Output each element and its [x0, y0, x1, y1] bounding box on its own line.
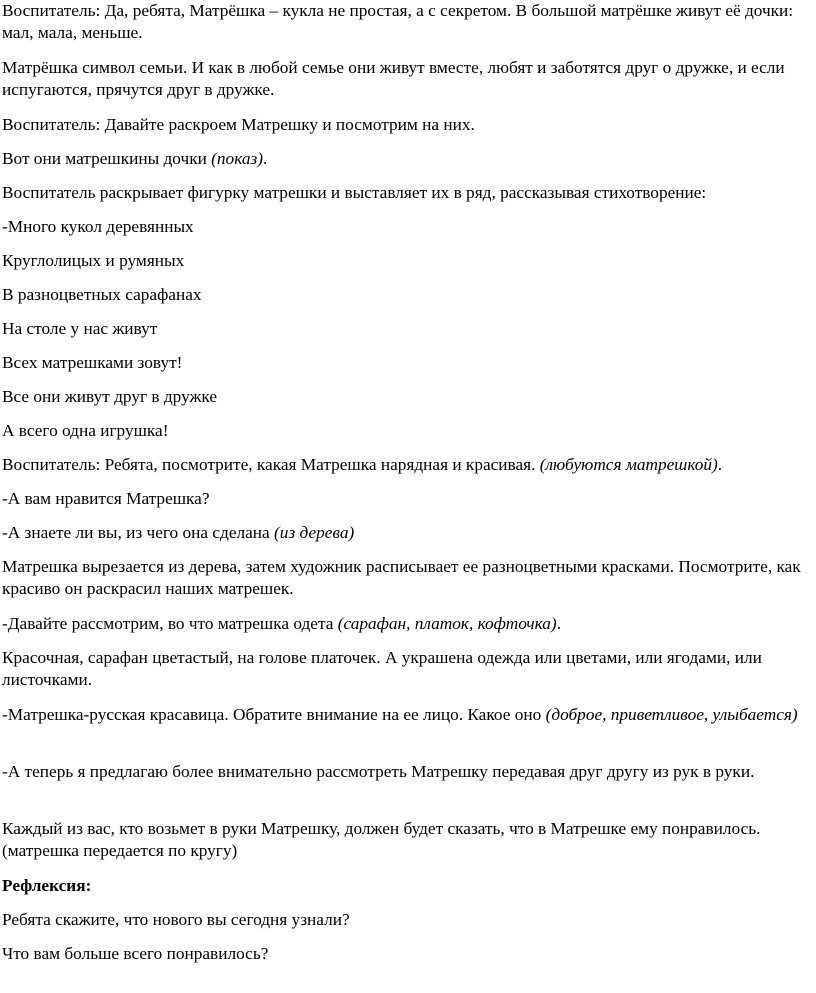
- paragraph-4-text: Вот они матрешкины дочки: [2, 149, 212, 168]
- poem-line-7-text: А всего одна игрушка!: [2, 421, 169, 440]
- paragraph-3-text: Воспитатель: Давайте раскроем Матрешку и посмотрим на них.: [2, 115, 475, 134]
- paragraph-5-text: Воспитатель раскрывает фигурку матрешки и выставляет их в ряд, рассказывая стихотворение:: [2, 183, 707, 202]
- paragraph-20-text: -А теперь я предлагаю более внимательно рассмотреть Матрешку передавая друг другу из рук в руки.: [2, 762, 755, 781]
- paragraph-4-italic: (показ): [211, 149, 263, 168]
- paragraph-18: [2, 647, 814, 691]
- reflection-heading-text: Рефлексия:: [2, 876, 92, 895]
- poem-line-3-text: В разноцветных сарафанах: [2, 285, 202, 304]
- poem-line-1-text: -Много кукол деревянных: [2, 217, 194, 236]
- poem-line-5: [2, 352, 814, 374]
- paragraph-2: [2, 57, 814, 101]
- paragraph-13: [2, 454, 814, 476]
- paragraph-19: [2, 704, 814, 726]
- paragraph-21: [2, 818, 814, 862]
- paragraph-23: [2, 909, 814, 931]
- poem-line-5-text: Всех матрешками зовут!: [2, 353, 183, 372]
- paragraph-24: [2, 943, 814, 965]
- paragraph-17-after: .: [556, 614, 562, 633]
- paragraph-20: [2, 761, 814, 783]
- paragraph-23-text: Ребята скажите, что нового вы сегодня узнали?: [2, 910, 350, 929]
- poem-line-7: [2, 420, 814, 442]
- paragraph-19-italic: (доброе, приветливое, улыбается): [545, 705, 798, 724]
- paragraph-17: [2, 613, 814, 635]
- poem-line-3: [2, 284, 814, 306]
- paragraph-17-italic: (сарафан, платок, кофточка): [337, 614, 557, 633]
- poem-line-4: [2, 318, 814, 340]
- paragraph-17-text: -Давайте рассмотрим, во что матрешка одета: [2, 614, 338, 633]
- paragraph-15: [2, 522, 814, 544]
- paragraph-18-text: Красочная, сарафан цветастый, на голове платочек. А украшена одежда или цветами, или ягодами, или листочками.: [2, 648, 762, 689]
- paragraph-14: [2, 488, 814, 510]
- paragraph-16-text: Матрешка вырезается из дерева, затем художник расписывает ее разноцветными красками. Посмотрите, как красиво он раскрасил наших матрешек.: [2, 557, 801, 598]
- reflection-heading: [2, 875, 814, 897]
- poem-line-2: [2, 250, 814, 272]
- paragraph-15-italic: (из дерева): [274, 523, 355, 542]
- paragraph-2-text: Матрёшка символ семьи. И как в любой семье они живут вместе, любят и заботятся друг о дружке, и если испугаются, прячутся друг в дружке.: [2, 58, 785, 99]
- paragraph-14-text: -А вам нравится Матрешка?: [2, 489, 210, 508]
- paragraph-15-text: -А знаете ли вы, из чего она сделана: [2, 523, 275, 542]
- poem-line-2-text: Круглолицых и румяных: [2, 251, 185, 270]
- paragraph-1: [2, 0, 814, 44]
- paragraph-19-text: -Матрешка-русская красавица. Обратите внимание на ее лицо. Какое оно: [2, 705, 546, 724]
- paragraph-1-text: Воспитатель: Да, ребята, Матрёшка – кукла не простая, а с секретом. В большой матрёшке живут её дочки: мал, мала, меньше.: [2, 1, 794, 42]
- paragraph-24-text: Что вам больше всего понравилось?: [2, 944, 269, 963]
- paragraph-4-after: .: [262, 149, 268, 168]
- paragraph-13-after: .: [717, 455, 723, 474]
- poem-line-1: [2, 216, 814, 238]
- paragraph-16: [2, 556, 814, 600]
- paragraph-13-italic: (любуются матрешкой): [539, 455, 718, 474]
- paragraph-5: [2, 182, 814, 204]
- paragraph-4: [2, 148, 814, 170]
- poem-line-6: [2, 386, 814, 408]
- paragraph-13-text: Воспитатель: Ребята, посмотрите, какая Матрешка нарядная и красивая.: [2, 455, 540, 474]
- paragraph-3: [2, 114, 814, 136]
- paragraph-21-text: Каждый из вас, кто возьмет в руки Матрешку, должен будет сказать, что в Матрешке ему понравилось. (матрешка передается по кругу): [2, 819, 761, 860]
- poem-line-6-text: Все они живут друг в дружке: [2, 387, 218, 406]
- poem-line-4-text: На столе у нас живут: [2, 319, 158, 338]
